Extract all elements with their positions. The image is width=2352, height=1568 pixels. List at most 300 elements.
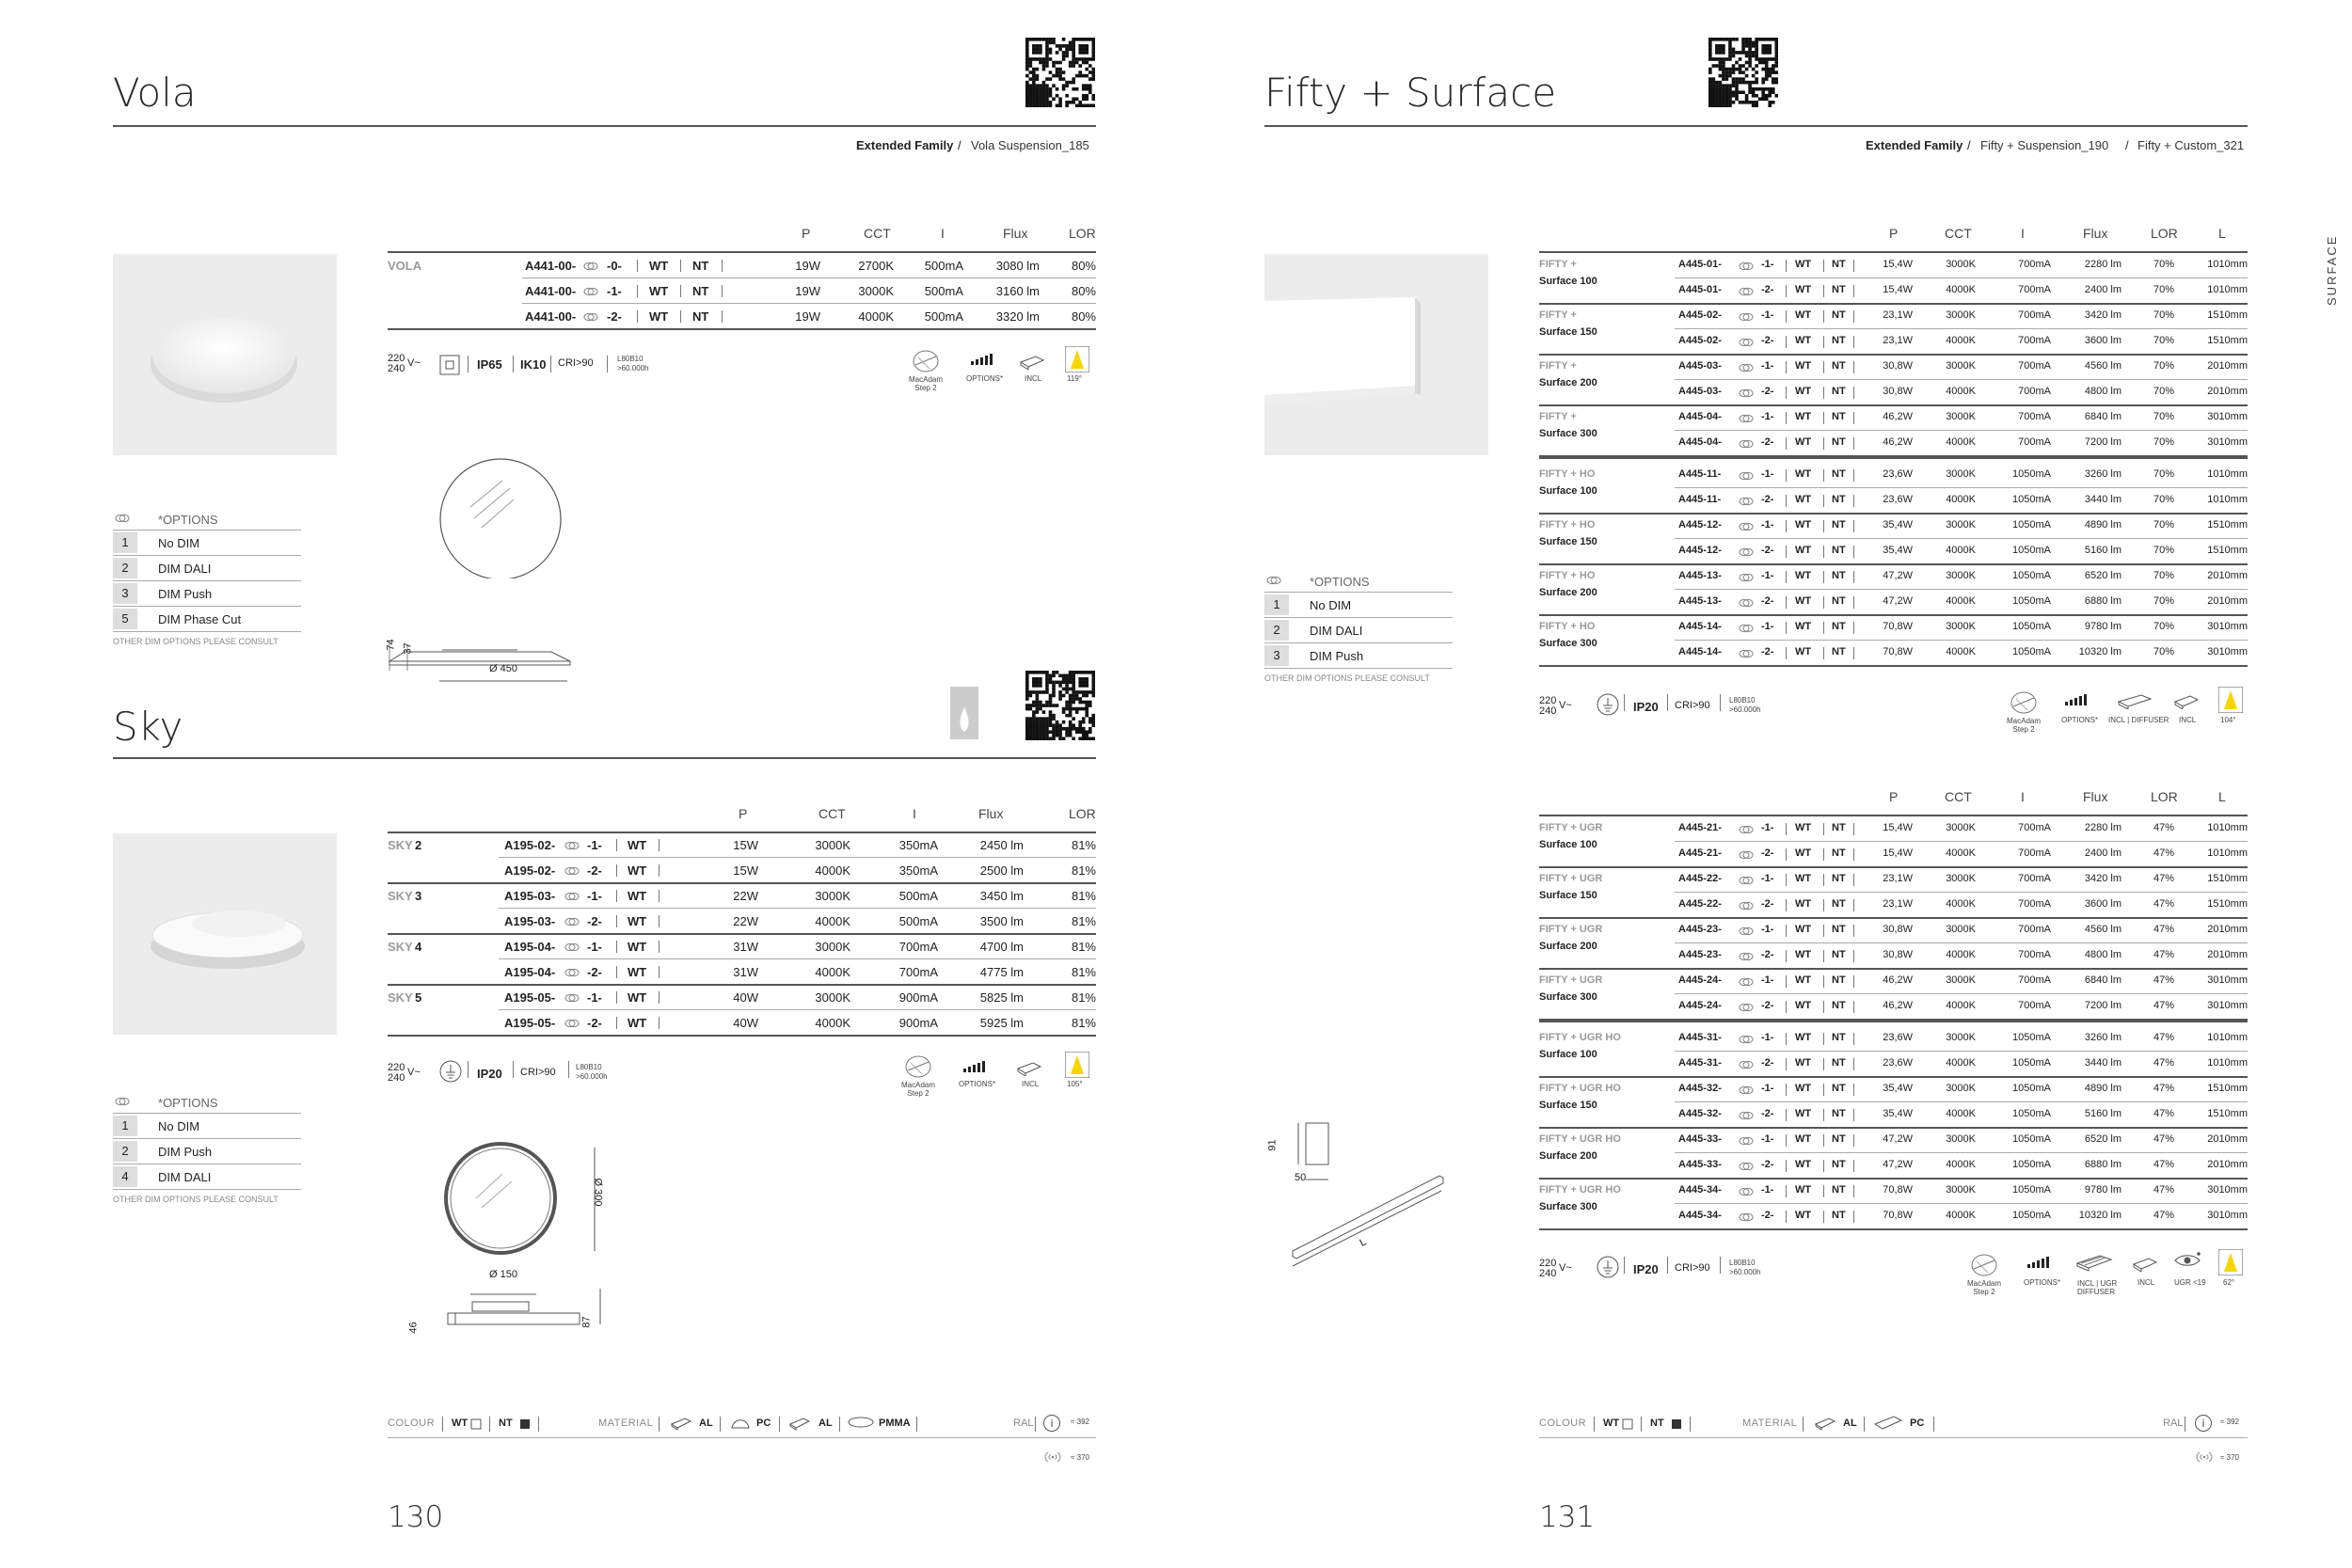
finish-wt: WT [1795, 1210, 1812, 1221]
separator [659, 991, 660, 1004]
cell-i: 700mA [2018, 822, 2051, 833]
cell-i: 1050mA [2012, 1184, 2051, 1196]
cell-p: 15,4W [1883, 259, 1913, 270]
separator [1853, 848, 1854, 861]
option-code: -2- [1761, 646, 1774, 657]
options-ring-icon [564, 915, 580, 927]
option-label: No DIM [158, 1119, 200, 1133]
cell-cct: 4000K [1946, 1210, 1976, 1221]
cell-flux: 4775 lm [979, 965, 1024, 979]
product-code: A195-02- [504, 863, 556, 878]
cell-i: 1050mA [2012, 570, 2051, 581]
separator [1823, 571, 1824, 583]
material-al: AL [699, 1418, 713, 1429]
macadam-label: MacAdam Step 2 [901, 1081, 936, 1098]
cell-p: 23,6W [1883, 1057, 1913, 1069]
beam-angle-label: 62° [2223, 1278, 2235, 1287]
breadcrumb-sep: / [2125, 138, 2129, 152]
cell-l: 1510mm [2207, 309, 2248, 321]
options-ring-icon [115, 1095, 132, 1106]
options-ring-icon [1739, 1058, 1754, 1069]
cell-lor: 70% [2153, 335, 2174, 346]
cell-i: 700mA [2018, 386, 2051, 397]
material-label: MATERIAL [598, 1418, 654, 1429]
breadcrumb-label: Extended Family [856, 138, 954, 152]
separator [1853, 1058, 1854, 1070]
cell-flux: 3450 lm [979, 889, 1024, 903]
cell-i: 700mA [898, 940, 938, 954]
cell-l: 1510mm [2207, 873, 2248, 884]
cell-lor: 81% [1071, 965, 1096, 979]
options-ring-icon [564, 991, 580, 1003]
option-code: -1- [1761, 873, 1774, 884]
finish-wt: WT [628, 990, 647, 1005]
macadam-icon [1969, 1252, 1999, 1278]
info-icon[interactable] [2194, 1414, 2213, 1433]
option-number: 3 [1264, 645, 1289, 666]
options-ring-icon [1739, 596, 1754, 608]
separator [1823, 412, 1824, 424]
cell-p: 22W [733, 889, 758, 903]
options-note: OTHER DIM OPTIONS PLEASE CONSULT [1264, 673, 1430, 683]
cell-lor: 47% [2153, 1108, 2174, 1119]
product-code: A445-22- [1678, 873, 1722, 884]
separator [1853, 437, 1854, 450]
cri-value: CRI>90 [1675, 1262, 1710, 1274]
separator [1823, 823, 1824, 835]
fifty-drawing [1276, 1119, 1492, 1289]
qr-code-fifty[interactable] [1708, 38, 1778, 107]
options-ring-icon [583, 310, 598, 322]
ip-rating: IP20 [1633, 1262, 1659, 1276]
option-code: -2- [1761, 847, 1774, 859]
divider [388, 1035, 1096, 1037]
options-label: OPTIONS* [966, 374, 1004, 383]
options-ring-icon [1739, 520, 1754, 531]
divider [522, 277, 1096, 278]
divider [1675, 993, 2248, 994]
family-name: Surface 200 [1539, 377, 1597, 388]
product-code: A195-04- [504, 940, 556, 954]
cell-l: 2010mm [2207, 360, 2248, 372]
cell-l: 3010mm [2207, 974, 2248, 986]
family-label: FIFTY + [1539, 309, 1577, 321]
options-ring-icon [115, 512, 132, 523]
family-label: FIFTY + UGR HO [1539, 1083, 1621, 1094]
separator [1690, 1417, 1691, 1432]
cell-i: 1050mA [2012, 1032, 2051, 1043]
cell-flux: 3420 lm [2084, 309, 2122, 321]
finish-wt: WT [1795, 519, 1812, 531]
product-code: A445-11- [1678, 494, 1722, 505]
info-icon[interactable] [1042, 1414, 1061, 1433]
cell-i: 1050mA [2012, 1159, 2051, 1170]
separator [1786, 571, 1787, 583]
class-ii-icon [438, 354, 461, 376]
col-header-i: I [2021, 226, 2025, 241]
separator [1823, 950, 1824, 962]
col-header-lor: LOR [1069, 806, 1096, 821]
vola-top-view-drawing [435, 456, 566, 578]
separator [1853, 1185, 1854, 1197]
option-code: -2- [1761, 1108, 1774, 1119]
cell-flux: 4800 lm [2084, 386, 2122, 397]
finish-wt: WT [1795, 360, 1812, 372]
cell-cct: 4000K [1946, 847, 1976, 859]
divider [499, 958, 1096, 959]
option-number: 2 [1264, 620, 1289, 641]
sky-top-view-drawing [442, 1140, 612, 1262]
aluminium-icon [1814, 1416, 1836, 1431]
divider [388, 328, 524, 330]
finish-wt: WT [1795, 1159, 1812, 1170]
family-name: Surface 150 [1539, 326, 1597, 338]
colour-label: COLOUR [1539, 1418, 1587, 1429]
separator [1853, 1134, 1854, 1147]
cell-p: 23,6W [1883, 1032, 1913, 1043]
cell-lor: 70% [2153, 595, 2174, 607]
sound-value: ≈ 370 [2220, 1453, 2239, 1462]
separator [722, 285, 723, 297]
divider [1539, 1127, 2248, 1129]
earth-ground-icon [438, 1059, 463, 1084]
finish-wt: WT [1795, 570, 1812, 581]
cell-i: 350mA [898, 863, 938, 878]
breadcrumb-label: Extended Family [1866, 138, 1963, 152]
divider [388, 251, 1096, 253]
cell-flux: 9780 lm [2084, 1184, 2122, 1196]
cell-i: 700mA [898, 965, 938, 979]
cell-l: 1010mm [2207, 494, 2248, 505]
cell-flux: 6840 lm [2084, 974, 2122, 986]
separator [659, 864, 660, 877]
cell-cct: 3000K [1946, 519, 1976, 531]
product-code: A445-02- [1678, 335, 1722, 346]
options-note: OTHER DIM OPTIONS PLEASE CONSULT [113, 1195, 278, 1204]
earth-ground-icon [1596, 692, 1620, 717]
separator [1035, 1417, 1036, 1432]
cell-l: 2010mm [2207, 1133, 2248, 1145]
colour-label: COLOUR [388, 1418, 436, 1429]
finish-wt: WT [1795, 1000, 1812, 1011]
options-title: *OPTIONS [158, 513, 218, 527]
cell-cct: 4000K [1946, 595, 1976, 607]
finish-wt: WT [1795, 1184, 1812, 1196]
separator [1823, 336, 1824, 348]
option-label: DIM Push [158, 1145, 213, 1159]
cell-cct: 4000K [815, 965, 850, 979]
finish-nt: NT [1832, 1083, 1846, 1094]
family-label: FIFTY + HO [1539, 519, 1596, 531]
beam-angle-icon [1065, 346, 1089, 372]
lifetime: L80B10 >60.000h [617, 355, 649, 372]
cell-lor: 47% [2153, 924, 2174, 935]
divider [1539, 1076, 2248, 1078]
finish-wt: WT [1795, 974, 1812, 986]
option-code: -2- [1761, 335, 1774, 346]
dimming-options-icon [961, 1060, 988, 1073]
finish-wt: WT [1795, 1057, 1812, 1069]
cell-l: 1010mm [2207, 822, 2248, 833]
separator [1786, 1058, 1787, 1070]
material-pmma: PMMA [879, 1418, 911, 1429]
cell-cct: 4000K [815, 914, 850, 928]
dim-length: L [1358, 1236, 1369, 1249]
cell-p: 23,1W [1883, 873, 1913, 884]
options-ring-icon [1739, 899, 1754, 911]
cell-i: 1050mA [2012, 1133, 2051, 1145]
ik-rating: IK10 [520, 357, 547, 372]
cell-i: 1050mA [2012, 1210, 2051, 1221]
finish-wt: WT [649, 259, 669, 273]
cell-cct: 4000K [815, 1016, 850, 1030]
finish-nt: NT [1832, 974, 1846, 986]
breadcrumb-sep: / [1967, 138, 1971, 152]
family-label: FIFTY + UGR HO [1539, 1184, 1621, 1196]
cell-cct: 4000K [1946, 335, 1976, 346]
cell-lor: 70% [2153, 309, 2174, 321]
earth-ground-icon [1596, 1255, 1620, 1279]
option-code: -1- [587, 889, 602, 903]
product-code: A445-34- [1678, 1210, 1722, 1221]
ip-rating: IP65 [477, 357, 502, 372]
finish-wt: WT [1795, 873, 1812, 884]
option-number: 2 [113, 558, 137, 578]
divider [1675, 1152, 2248, 1153]
cell-p: 40W [733, 1016, 758, 1030]
divider [1539, 513, 2248, 515]
cell-cct: 3000K [815, 990, 850, 1005]
polycarbonate-icon [1873, 1414, 1903, 1431]
finish-nt: NT [1832, 949, 1846, 960]
cell-flux: 2450 lm [979, 838, 1024, 852]
cell-flux: 5160 lm [2084, 545, 2122, 556]
separator [568, 1061, 569, 1078]
white-swatch-icon [470, 1418, 482, 1429]
dimming-options-icon [2026, 1256, 2052, 1269]
cell-flux: 4560 lm [2084, 360, 2122, 372]
family-name: Surface 100 [1539, 485, 1597, 497]
options-ring-icon [1739, 1134, 1754, 1146]
option-code: -1- [607, 284, 622, 298]
beam-angle-label: 104° [2220, 716, 2236, 724]
option-code: -2- [607, 309, 622, 324]
product-code: A445-34- [1678, 1184, 1722, 1196]
cell-cct: 4000K [815, 863, 850, 878]
options-label: OPTIONS* [2024, 1278, 2061, 1287]
ugr-label: UGR <19 [2174, 1278, 2206, 1287]
col-header-i: I [913, 806, 916, 821]
separator [659, 966, 660, 978]
cell-cct: 3000K [1946, 873, 1976, 884]
colour-nt: NT [1650, 1418, 1664, 1429]
cell-i: 700mA [2018, 360, 2051, 372]
voltage-220: 220 240 [1539, 695, 1557, 717]
cell-flux: 5925 lm [979, 1016, 1024, 1030]
breadcrumb-link[interactable]: Fifty + Suspension_190 [1980, 138, 2109, 152]
cell-flux: 3600 lm [2084, 898, 2122, 910]
finish-wt: WT [1795, 335, 1812, 346]
separator [1853, 1109, 1854, 1121]
separator [616, 839, 617, 851]
separator [1853, 520, 1854, 532]
divider [1539, 614, 2248, 616]
cell-p: 46,2W [1883, 411, 1913, 422]
product-code: A445-24- [1678, 974, 1722, 986]
divider [522, 328, 1096, 330]
separator [659, 1017, 660, 1029]
sound-value: ≈ 370 [1071, 1453, 1089, 1462]
lifetime: L80B10 >60.000h [1729, 696, 1761, 714]
option-code: -2- [587, 965, 602, 979]
cell-i: 1050mA [2012, 621, 2051, 632]
option-code: -0- [607, 259, 622, 273]
cell-l: 1010mm [2207, 468, 2248, 480]
separator [1823, 495, 1824, 507]
option-code: -1- [1761, 621, 1774, 632]
separator [1786, 361, 1787, 373]
cri-value: CRI>90 [520, 1067, 556, 1078]
cell-flux: 2280 lm [2084, 259, 2122, 270]
separator [1823, 285, 1824, 297]
separator [1641, 1417, 1642, 1432]
options-ring-icon [564, 864, 580, 876]
separator [1786, 1084, 1787, 1096]
divider [1675, 1203, 2248, 1204]
cell-l: 3010mm [2207, 411, 2248, 422]
family-name: Surface 200 [1539, 1150, 1597, 1162]
finish-wt: WT [1795, 949, 1812, 960]
finish-nt: NT [1832, 873, 1846, 884]
divider [1539, 563, 2248, 565]
separator [1823, 622, 1824, 634]
voltage-unit: V~ [1559, 1262, 1572, 1274]
cell-flux: 7200 lm [2084, 1000, 2122, 1011]
dim-line [437, 673, 569, 683]
option-code: -1- [587, 990, 602, 1005]
cell-l: 3010mm [2207, 436, 2248, 448]
product-code: A445-04- [1678, 436, 1722, 448]
cell-i: 1050mA [2012, 1083, 2051, 1094]
col-header-l: L [2218, 789, 2226, 804]
qr-code-sky[interactable] [1025, 671, 1095, 740]
family-size: 3 [415, 889, 422, 903]
divider [1675, 640, 2248, 641]
product-code: A195-05- [504, 990, 556, 1005]
ral-label: RAL [2163, 1418, 2184, 1429]
divider [1539, 354, 2248, 356]
divider [1539, 1437, 2248, 1438]
separator [1823, 925, 1824, 937]
cell-i: 500mA [924, 284, 963, 298]
options-ring-icon [583, 260, 598, 271]
separator [1786, 596, 1787, 609]
option-code: -2- [1761, 436, 1774, 448]
page-number: 130 [388, 1500, 444, 1534]
ugr-diffuser-label: INCL | UGR DIFFUSER [2077, 1279, 2118, 1296]
separator [1803, 1417, 1804, 1432]
pmma-icon [847, 1416, 875, 1429]
cell-l: 2010mm [2207, 949, 2248, 960]
cell-cct: 4000K [1946, 1000, 1976, 1011]
breadcrumb-link[interactable]: Vola Suspension_185 [971, 138, 1089, 152]
finish-nt: NT [1832, 411, 1846, 422]
divider [113, 1138, 301, 1139]
cell-flux: 2500 lm [979, 863, 1024, 878]
option-code: -1- [1761, 822, 1774, 833]
separator [1823, 1058, 1824, 1070]
vola-luminaire-image [113, 254, 337, 455]
separator [616, 915, 617, 927]
ugr-eye-icon [2173, 1252, 2201, 1269]
cell-l: 3010mm [2207, 1184, 2248, 1196]
divider [388, 1437, 1096, 1438]
separator [1823, 520, 1824, 532]
cell-i: 350mA [898, 838, 938, 852]
family-name: Surface 300 [1539, 638, 1597, 649]
macadam-icon [2009, 689, 2039, 716]
separator [1786, 285, 1787, 297]
option-code: -2- [1761, 949, 1774, 960]
divider [1675, 892, 2248, 893]
options-ring-icon [1739, 336, 1754, 347]
cell-i: 1050mA [2012, 468, 2051, 480]
separator [1823, 310, 1824, 323]
cell-p: 35,4W [1883, 545, 1913, 556]
cell-l: 2010mm [2207, 924, 2248, 935]
breadcrumb-link[interactable]: Fifty + Custom_321 [2137, 138, 2245, 152]
aluminium-icon [788, 1416, 811, 1431]
finish-wt: WT [1795, 386, 1812, 397]
qr-code-vola[interactable] [1025, 38, 1095, 107]
options-ring-icon [564, 839, 580, 850]
finish-wt: WT [628, 1016, 647, 1030]
family-label: VOLA [388, 259, 422, 273]
finish-nt: NT [692, 259, 709, 273]
cell-cct: 3000K [858, 284, 894, 298]
family-name: Surface 200 [1539, 941, 1597, 952]
voltage-220: 220 240 [388, 1062, 405, 1084]
cell-p: 19W [795, 259, 820, 273]
cell-i: 700mA [2018, 949, 2051, 960]
separator [637, 285, 638, 297]
cell-p: 30,8W [1883, 386, 1913, 397]
family-name: Surface 150 [1539, 1100, 1597, 1111]
option-code: -2- [1761, 1210, 1774, 1221]
separator [616, 1017, 617, 1029]
finish-nt: NT [1832, 924, 1846, 935]
finish-wt: WT [1795, 284, 1812, 295]
divider [1675, 487, 2248, 488]
cell-flux: 3440 lm [2084, 494, 2122, 505]
options-ring-icon [1739, 1211, 1754, 1222]
separator [1853, 260, 1854, 272]
finish-nt: NT [1832, 1108, 1846, 1119]
divider [1675, 1051, 2248, 1052]
cell-i: 1050mA [2012, 1108, 2051, 1119]
product-code: A445-01- [1678, 284, 1722, 295]
col-header-flux: Flux [2083, 789, 2108, 804]
cell-p: 47,2W [1883, 570, 1913, 581]
divider [113, 125, 1096, 127]
family-label: SKY [388, 940, 413, 954]
colour-wt: WT [452, 1418, 469, 1429]
finish-wt: WT [649, 309, 669, 324]
cell-cct: 4000K [1946, 494, 1976, 505]
cell-cct: 3000K [815, 940, 850, 954]
options-ring-icon [1739, 260, 1754, 271]
separator [1823, 361, 1824, 373]
